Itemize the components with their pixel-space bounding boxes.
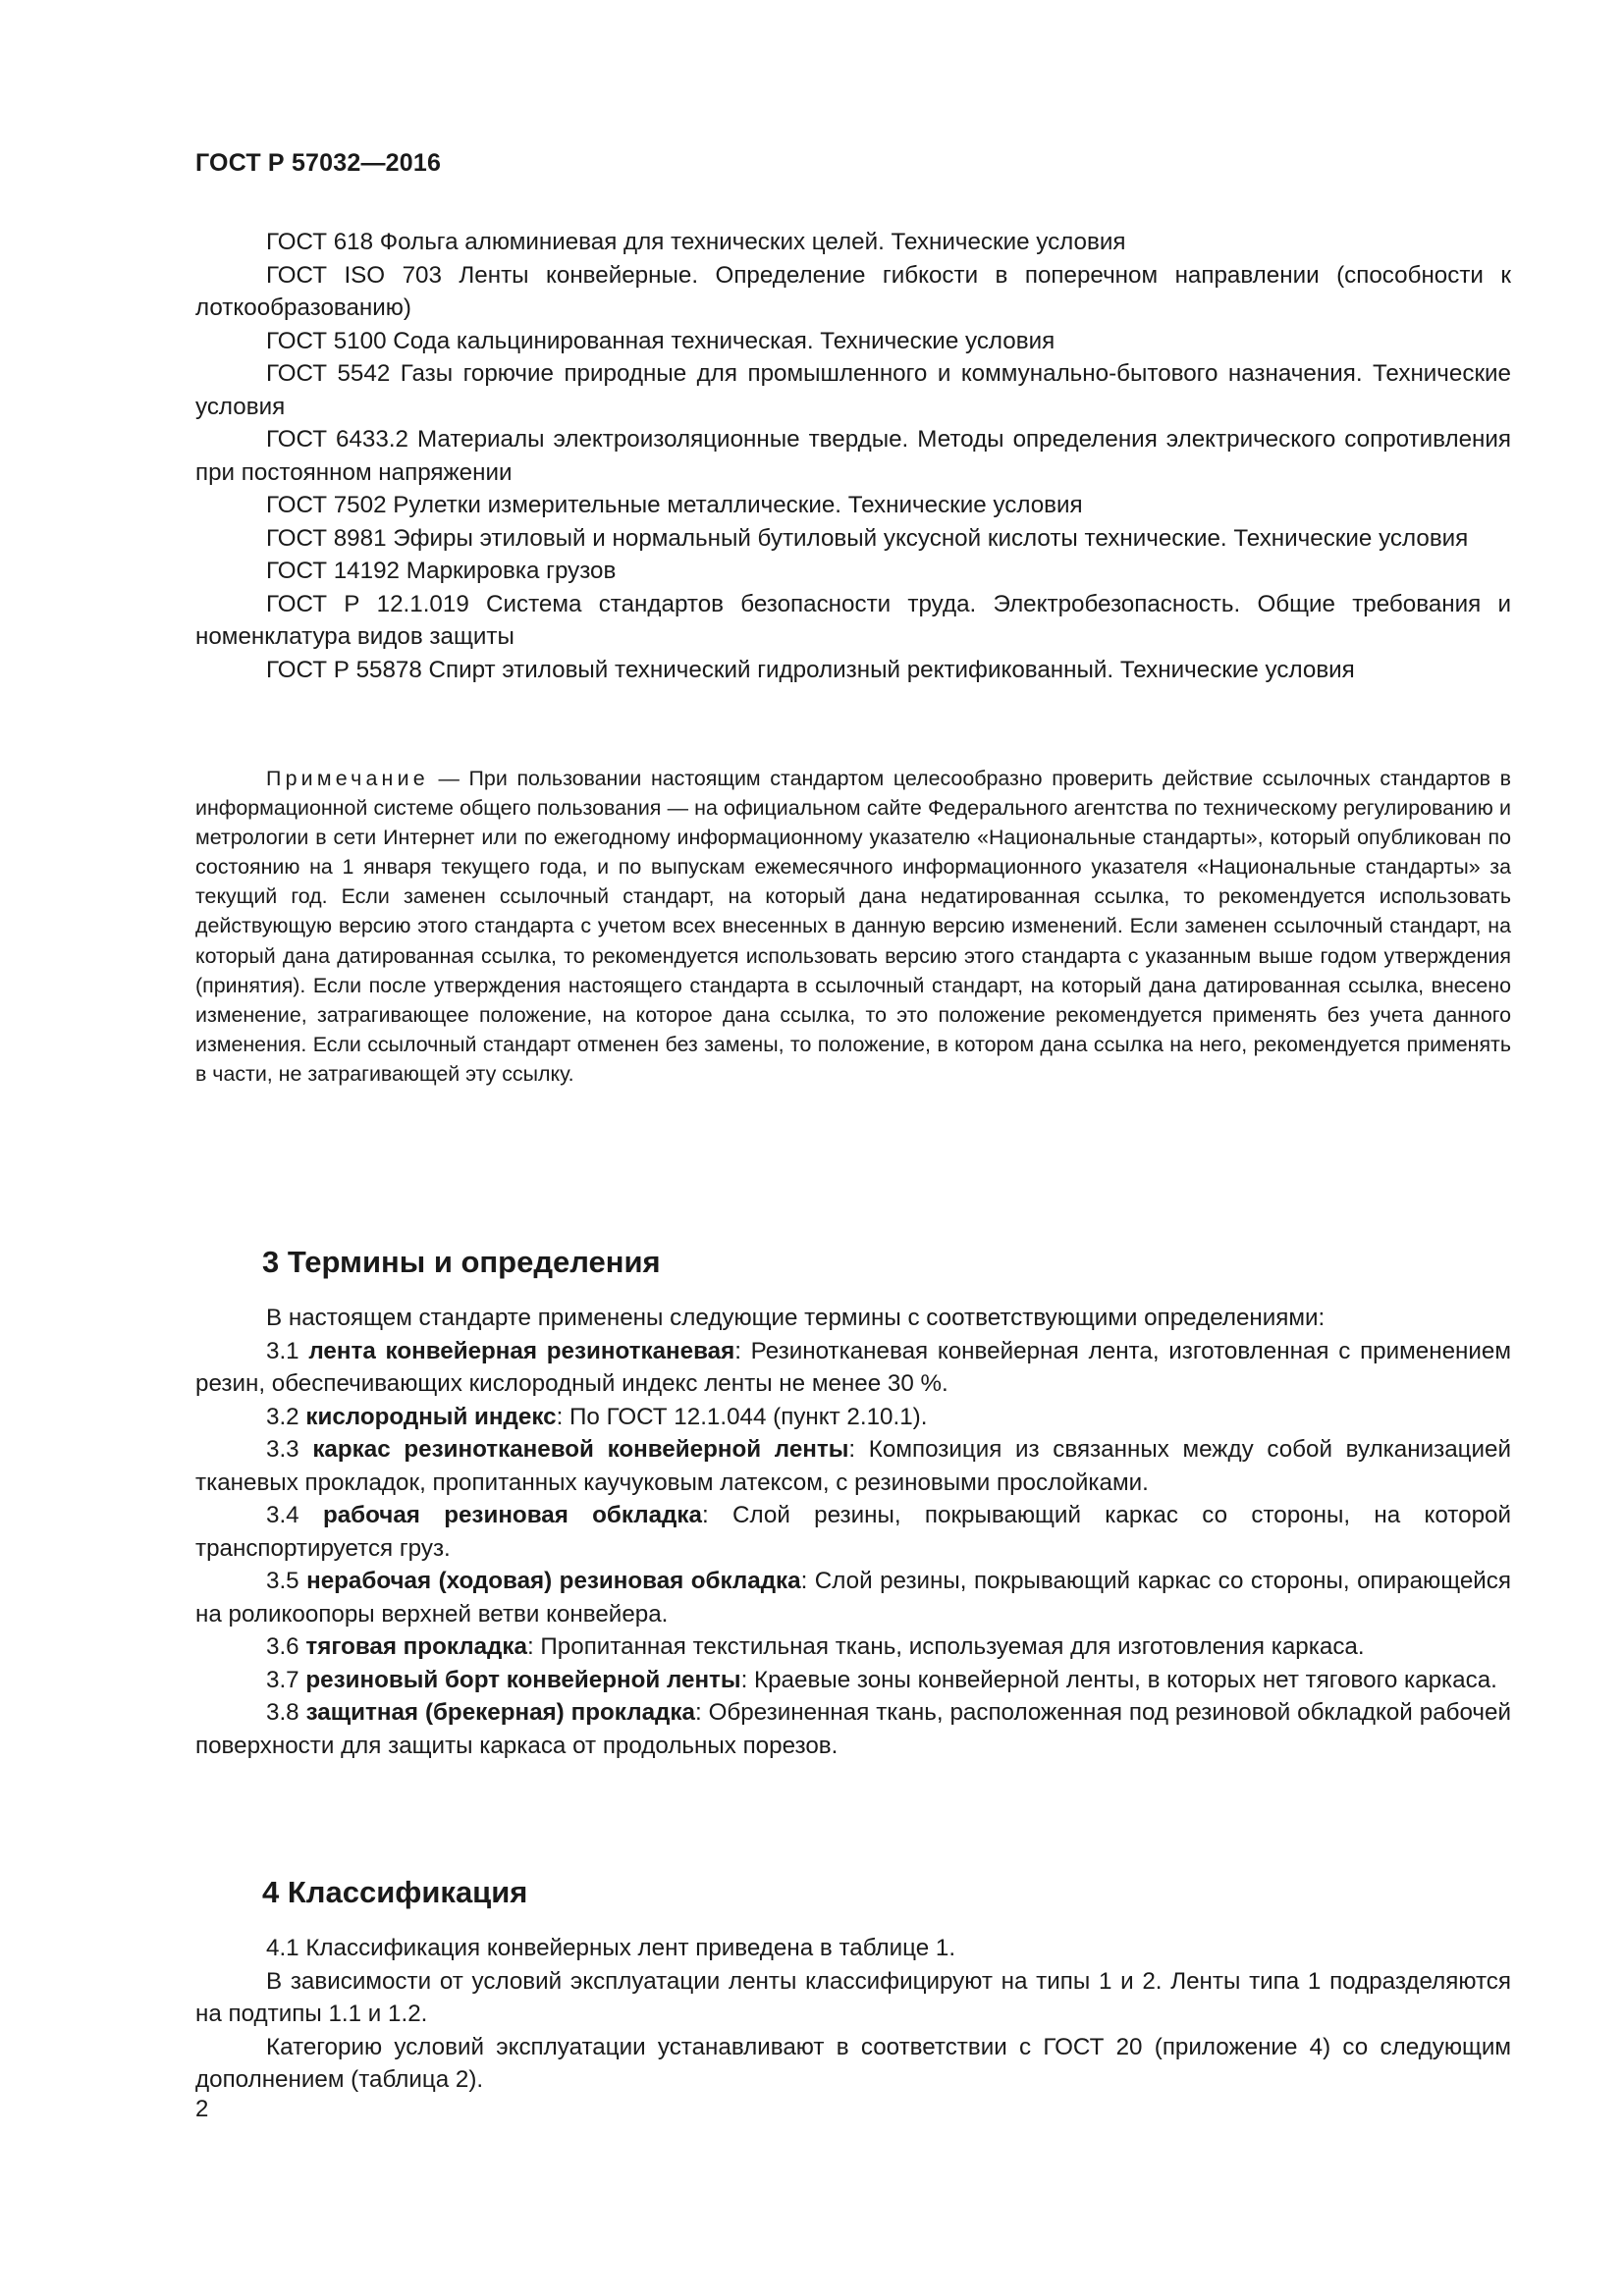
term-name: резиновый борт конвейерной ленты bbox=[305, 1666, 741, 1693]
term-name: кислородный индекс bbox=[305, 1403, 557, 1430]
term-number: 3.7 bbox=[266, 1666, 306, 1693]
reference-item: ГОСТ 8981 Эфиры этиловый и нормальный бутиловый уксусной кислоты технические. Технические условия bbox=[266, 524, 1469, 552]
reference-item: ГОСТ 5542 Газы горючие природные для промышленного и коммунально-бытового назначения. Технические условия bbox=[195, 360, 1511, 420]
normative-references-list bbox=[195, 226, 1511, 686]
term-number: 3.1 bbox=[266, 1337, 309, 1364]
term-definition: : Краевые зоны конвейерной ленты, в которых нет тягового каркаса. bbox=[740, 1666, 1497, 1693]
term-definition: : Слой резины, покрывающий каркас со стороны, на которой транспортируется груз. bbox=[195, 1502, 1511, 1562]
term-number: 3.4 bbox=[266, 1502, 323, 1528]
term-definition: : Резинотканевая конвейерная лента, изготовленная с применением резин, обеспечивающих кислородный индекс ленты не менее 30 %. bbox=[195, 1337, 1511, 1397]
term-number: 3.2 bbox=[266, 1403, 306, 1430]
term-item bbox=[195, 1696, 1511, 1762]
term-item bbox=[195, 1401, 1511, 1434]
note-text: — При пользовании настоящим стандартом целесообразно проверить действие ссылочных стандартов в информационной системе общего пользования — на официальном сайте Федерального агентства по техническому регулированию и метрологии в сети Интернет или по ежегодному информационному указателю «Национальные стандарты», который опубликован по состоянию на 1 января текущего года, и по выпускам ежемесячного информационного указателя «Национальные стандарты» за текущий год. Если заменен ссылочный стандарт, на который дана недатированная ссылка, то рекомендуется использовать действующую версию этого стандарта с учетом всех внесенных в данную версию изменений. Если заменен ссылочный стандарт, на который дана датированная ссылка, то рекомендуется использовать версию этого стандарта с указанным выше годом утверждения (принятия). Если после утверждения настоящего стандарта в ссылочный стандарт, на который дана датированная ссылка, внесено изменение, затрагивающее положение, на которое дана ссылка, то это положение рекомендуется применять без учета данного изменения. Если ссылочный стандарт отменен без замены, то положение, в котором дана ссылка на него, рекомендуется применять в части, не затрагивающей эту ссылку. bbox=[195, 767, 1511, 1086]
section-heading: 3 Термины и определения bbox=[262, 1245, 661, 1279]
note-label: Примечание bbox=[266, 767, 429, 790]
reference-item: ГОСТ 5100 Сода кальцинированная техническая. Технические условия bbox=[266, 327, 1056, 354]
term-item bbox=[195, 1499, 1511, 1565]
section-paragraph: 4.1 Классификация конвейерных лент приведена в таблице 1. bbox=[266, 1935, 956, 1961]
term-definition: : Слой резины, покрывающий каркас со стороны, опирающейся на роликоопоры верхней ветви конвейера. bbox=[195, 1568, 1511, 1628]
term-number: 3.8 bbox=[266, 1699, 306, 1726]
section-heading: 4 Классификация bbox=[262, 1875, 528, 1909]
term-name: рабочая резиновая обкладка bbox=[322, 1502, 702, 1528]
term-name: нерабочая (ходовая) резиновая обкладка bbox=[306, 1568, 801, 1594]
term-name: каркас резинотканевой конвейерной ленты bbox=[312, 1436, 849, 1463]
note-block bbox=[195, 764, 1511, 1089]
reference-item: ГОСТ 618 Фольга алюминиевая для технических целей. Технические условия bbox=[266, 229, 1126, 255]
reference-item: ГОСТ ISO 703 Ленты конвейерные. Определение гибкости в поперечном направлении (способности к лоткообразованию) bbox=[195, 261, 1511, 321]
note-paragraph bbox=[195, 764, 1511, 1089]
term-item bbox=[195, 1335, 1511, 1401]
term-item bbox=[195, 1565, 1511, 1630]
term-definition: : Обрезиненная ткань, расположенная под резиновой обкладкой рабочей поверхности для защиты каркаса от продольных порезов. bbox=[195, 1699, 1511, 1759]
reference-item: ГОСТ 6433.2 Материалы электроизоляционные твердые. Методы определения электрического сопротивления при постоянном напряжении bbox=[195, 426, 1511, 486]
term-number: 3.5 bbox=[266, 1568, 307, 1594]
reference-item: ГОСТ 7502 Рулетки измерительные металлические. Технические условия bbox=[266, 492, 1083, 518]
term-name: лента конвейерная резинотканевая bbox=[308, 1337, 735, 1364]
reference-item: ГОСТ 14192 Маркировка грузов bbox=[266, 558, 617, 584]
term-name: защитная (брекерная) прокладка bbox=[305, 1699, 695, 1726]
section-paragraph: В зависимости от условий эксплуатации ленты классифицируют на типы 1 и 2. Ленты типа 1 подразделяются на подтипы 1.1 и 1.2. bbox=[195, 1967, 1511, 2027]
term-definition: : Пропитанная текстильная ткань, используемая для изготовления каркаса. bbox=[526, 1633, 1365, 1660]
page-number: 2 bbox=[195, 2096, 209, 2122]
term-item bbox=[195, 1664, 1511, 1697]
section-classification bbox=[195, 1875, 1511, 2097]
term-name: тяговая прокладка bbox=[305, 1633, 527, 1660]
section-paragraph: Категорию условий эксплуатации устанавливают в соответствии с ГОСТ 20 (приложение 4) со следующим дополнением (таблица 2). bbox=[195, 2033, 1511, 2093]
term-item bbox=[195, 1433, 1511, 1499]
section-terms bbox=[195, 1245, 1511, 1762]
term-definition: : По ГОСТ 12.1.044 (пункт 2.10.1). bbox=[556, 1403, 928, 1430]
reference-item: ГОСТ Р 12.1.019 Система стандартов безопасности труда. Электробезопасность. Общие требования и номенклатура видов защиты bbox=[195, 590, 1511, 650]
section-intro: В настоящем стандарте применены следующие термины с соответствующими определениями: bbox=[266, 1305, 1326, 1331]
document-page bbox=[195, 0, 1511, 2296]
term-item bbox=[195, 1630, 1511, 1664]
term-number: 3.6 bbox=[266, 1633, 306, 1660]
document-header: ГОСТ Р 57032—2016 bbox=[195, 149, 442, 177]
term-definition: : Композиция из связанных между собой вулканизацией тканевых прокладок, пропитанных каучуковым латексом, с резиновыми прослойками. bbox=[195, 1436, 1511, 1496]
term-number: 3.3 bbox=[266, 1436, 313, 1463]
reference-item: ГОСТ Р 55878 Спирт этиловый технический гидролизный ректификованный. Технические условия bbox=[266, 656, 1355, 683]
